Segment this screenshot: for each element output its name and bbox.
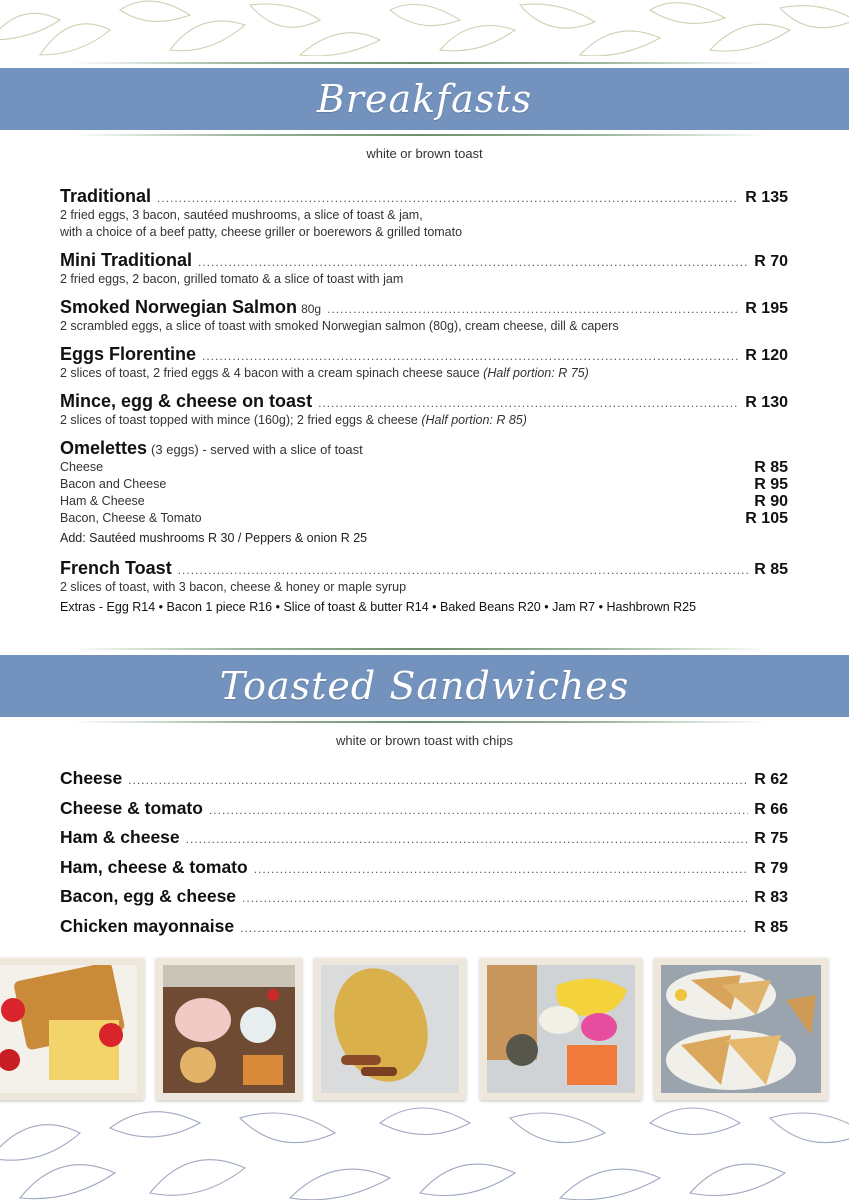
top-leaf-decoration	[0, 0, 849, 56]
leader-dots	[128, 773, 748, 787]
item-weight: 80g	[301, 302, 322, 316]
photo-frame	[480, 958, 642, 1100]
option-label: Cheese	[60, 460, 104, 474]
item-price: R 66	[754, 800, 788, 818]
omelette-add-ons: Add: Sautéed mushrooms R 30 / Peppers & onion R 25	[60, 531, 368, 545]
leader-dots	[178, 563, 749, 577]
item-name: Cheese	[60, 768, 123, 788]
leader-dots	[198, 255, 748, 269]
option-price: R 85	[754, 459, 788, 476]
item-price: R 70	[754, 253, 788, 270]
item-description-text: 2 slices of toast topped with mince (160g); 2 fried eggs & cheese	[60, 413, 418, 427]
menu-item-mini-traditional	[60, 250, 788, 297]
sandwich-menu	[60, 768, 788, 945]
breakfasts-title: Breakfasts	[316, 77, 533, 121]
menu-item-sandwich	[60, 857, 788, 887]
leader-dots	[186, 832, 749, 846]
item-name: Omelettes	[60, 438, 148, 458]
item-price: R 195	[745, 300, 788, 317]
salmon-breakfast-photo	[487, 965, 635, 1093]
divider-line	[70, 134, 770, 136]
item-price: R 75	[754, 830, 788, 847]
item-price: R 120	[745, 347, 788, 364]
item-name: Chicken mayonnaise	[60, 915, 235, 936]
menu-item-smoked-salmon	[60, 297, 788, 344]
menu-item-sandwich	[60, 798, 788, 828]
toasted-sandwich-photo	[661, 965, 821, 1093]
item-price: R 62	[754, 771, 788, 788]
divider-line	[70, 721, 770, 723]
item-description: 2 fried eggs, 2 bacon, grilled tomato & a slice of toast with jam	[60, 272, 404, 286]
leader-dots	[157, 191, 739, 205]
item-name: Ham & cheese	[60, 827, 180, 847]
omelette-option	[60, 493, 788, 510]
item-price: R 85	[754, 561, 788, 578]
item-note: (3 eggs) - served with a slice of toast	[151, 442, 363, 457]
item-description: with a choice of a beef patty, cheese griller or boerewors & grilled tomato	[60, 225, 463, 239]
item-name: Cheese & tomato	[60, 797, 203, 818]
divider-line	[70, 648, 770, 650]
menu-item-sandwich	[60, 886, 788, 916]
option-price: R 105	[745, 510, 788, 527]
omelette-photo	[321, 965, 459, 1093]
option-label: Bacon and Cheese	[60, 477, 167, 491]
photo-frame	[0, 958, 144, 1100]
omelette-option	[60, 476, 788, 493]
platter-photo	[163, 965, 295, 1093]
menu-item-mince-egg-cheese	[60, 391, 788, 438]
breakfasts-banner	[0, 68, 849, 130]
breakfast-menu	[60, 186, 788, 614]
sandwiches-title: Toasted Sandwiches	[219, 664, 630, 708]
item-name: Ham, cheese & tomato	[60, 856, 248, 877]
item-price: R 83	[754, 889, 788, 906]
item-description-text: 2 slices of toast, 2 fried eggs & 4 bacon with a cream spinach cheese sauce	[60, 366, 480, 380]
leader-dots	[254, 862, 749, 876]
leader-dots	[240, 921, 748, 935]
option-price: R 95	[754, 476, 788, 493]
item-name: Smoked Norwegian Salmon	[60, 297, 298, 317]
omelette-option	[60, 510, 788, 527]
sandwiches-subtitle: white or brown toast with chips	[335, 733, 514, 748]
item-price: R 135	[745, 189, 788, 206]
item-name: Bacon, egg & cheese	[60, 886, 237, 906]
photo-strip	[0, 958, 849, 1100]
sandwiches-banner	[0, 655, 849, 717]
item-description	[60, 365, 788, 382]
menu-item-omelettes	[60, 438, 788, 558]
menu-item-sandwich	[60, 916, 788, 946]
leader-dots	[209, 803, 748, 817]
item-description: 2 scrambled eggs, a slice of toast with smoked Norwegian salmon (80g), cream cheese, dill & capers	[60, 319, 619, 333]
item-price: R 79	[754, 859, 788, 877]
item-name: French Toast	[60, 558, 172, 578]
option-price: R 90	[754, 493, 788, 510]
breakfasts-subtitle: white or brown toast	[366, 146, 483, 161]
menu-item-eggs-florentine	[60, 344, 788, 391]
item-description: 2 slices of toast, with 3 bacon, cheese & honey or maple syrup	[60, 580, 407, 594]
leader-dots	[318, 396, 739, 410]
extras-line: Extras - Egg R14 • Bacon 1 piece R16 • Slice of toast & butter R14 • Baked Beans R20 • Jam R7 • Hashbrown R25	[60, 600, 697, 614]
item-description	[60, 412, 788, 429]
item-price: R 130	[745, 394, 788, 411]
item-price: R 85	[754, 918, 788, 936]
item-description: 2 fried eggs, 3 bacon, sautéed mushrooms, a slice of toast & jam,	[60, 208, 423, 222]
item-name: Mince, egg & cheese on toast	[60, 391, 313, 411]
french-toast-photo	[0, 965, 137, 1093]
item-name: Traditional	[60, 186, 152, 206]
item-name: Mini Traditional	[60, 250, 193, 270]
option-label: Bacon, Cheese & Tomato	[60, 511, 202, 525]
half-portion-note: (Half portion: R 85)	[421, 413, 527, 427]
menu-item-sandwich	[60, 827, 788, 857]
menu-item-traditional	[60, 186, 788, 250]
menu-item-sandwich	[60, 768, 788, 798]
omelette-option	[60, 459, 788, 476]
photo-frame	[156, 958, 302, 1100]
half-portion-note: (Half portion: R 75)	[483, 366, 589, 380]
menu-item-french-toast	[60, 558, 788, 614]
photo-frame	[654, 958, 828, 1100]
leader-dots	[327, 302, 739, 316]
option-label: Ham & Cheese	[60, 494, 145, 508]
divider-line	[70, 62, 770, 64]
item-name: Eggs Florentine	[60, 344, 197, 364]
leader-dots	[202, 349, 739, 363]
photo-frame	[314, 958, 466, 1100]
bottom-leaf-decoration	[0, 1098, 849, 1200]
leader-dots	[242, 891, 748, 905]
